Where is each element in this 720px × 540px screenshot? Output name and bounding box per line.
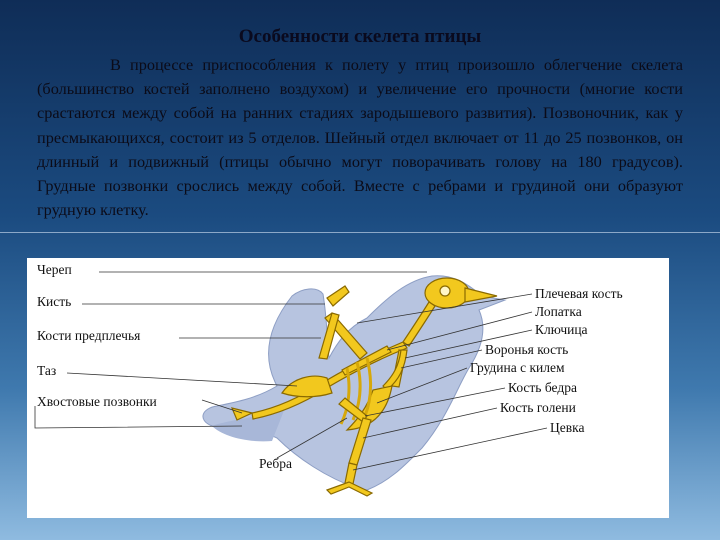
label-coracoid: Воронья кость	[485, 342, 569, 357]
label-humerus: Плечевая кость	[535, 286, 623, 301]
label-sternum: Грудина с килем	[470, 360, 565, 375]
slide-title: Особенности скелета птицы	[238, 26, 482, 47]
label-tibia: Кость голени	[500, 400, 576, 415]
label-skull: Череп	[37, 262, 72, 277]
label-clavicle: Ключица	[535, 322, 588, 337]
divider-line	[0, 232, 720, 233]
label-hand: Кисть	[37, 294, 72, 309]
hand-bones	[327, 286, 349, 306]
label-tarsus: Цевка	[550, 420, 585, 435]
label-femur: Кость бедра	[508, 380, 577, 395]
leader-pelvis	[67, 373, 297, 386]
label-scapula: Лопатка	[535, 304, 582, 319]
label-forearm: Кости предплечья	[37, 328, 141, 343]
bird-skeleton-figure	[27, 258, 669, 518]
label-tail-vertebrae: Хвостовые позвонки	[37, 394, 157, 409]
label-ribs: Ребра	[259, 456, 292, 471]
body-paragraph: В процессе приспособления к полету у птиц произошло облегчение скелета (большинство костей заполнено воздухом) и увеличение его прочности (многие кости срастаются между собой на ранних стадиях зародышевого развития). Позвоночник, как у пресмыкающихся, состоит из 5 отделов. Шейный отдел включает от 11 до 25 позвонков, он длинный и подвижный (птицы обычно могут поворачивать голову на 180 градусов). Грудные позвонки срослись между собой. Вместе с ребрами и грудиной они образуют грудную клетку.	[37, 55, 683, 220]
eye-socket	[440, 286, 450, 296]
label-pelvis: Таз	[37, 363, 57, 378]
